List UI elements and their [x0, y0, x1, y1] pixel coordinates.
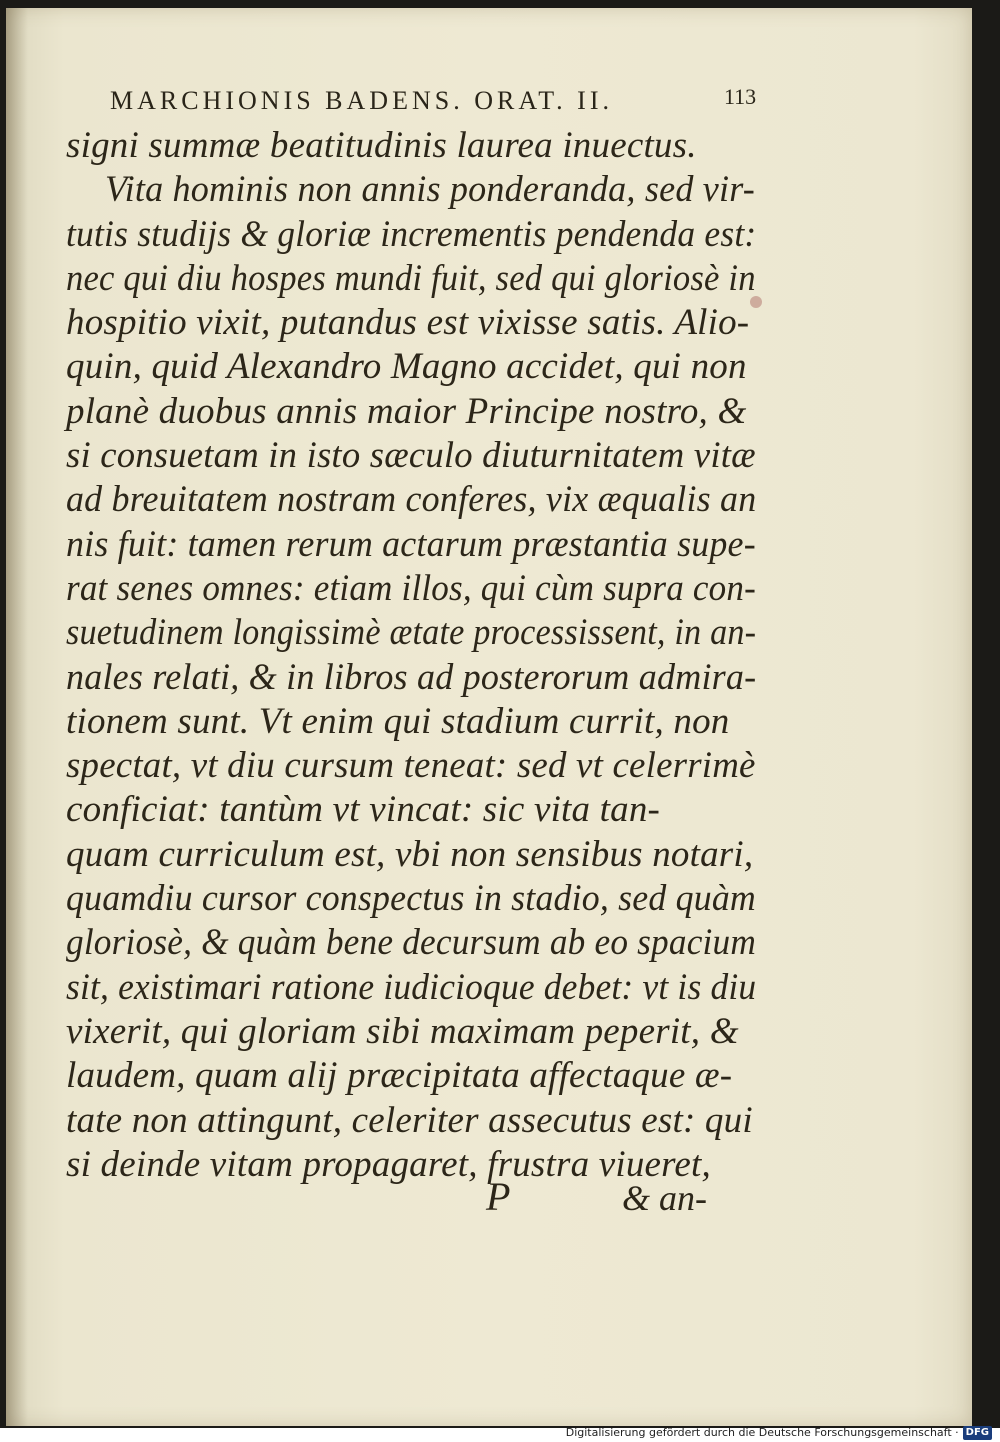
text-line: signi summæ beatitudinis laurea inuectus. — [66, 125, 697, 166]
text-line: nales relati, & in libros ad posterorum admira- — [66, 656, 757, 698]
text-line: spectat, vt diu cursum teneat: sed vt celerrimè — [66, 745, 756, 787]
text-line: tionem sunt. Vt enim qui stadium currit, non — [66, 700, 730, 742]
running-head — [110, 84, 757, 120]
page-number: 113 — [724, 84, 757, 109]
page-foot — [66, 1173, 756, 1221]
text-line: si consuetam in isto sæculo diuturnitatem vitæ — [66, 435, 756, 477]
text-line: sit, existimari ratione iudicioque debet: vt is diu — [66, 966, 757, 1008]
text-line: quam curriculum est, vbi non sensibus notari, — [66, 833, 754, 875]
book-page — [6, 8, 972, 1426]
text-line: tate non attingunt, celeriter assecutus est: qui — [66, 1099, 753, 1141]
funding-credit — [566, 1424, 992, 1442]
text-line: nec qui diu hospes mundi fuit, sed qui gloriosè in — [66, 257, 756, 299]
text-line: laudem, quam alij præcipitata affectaque æ- — [66, 1055, 733, 1097]
text-line: planè duobus annis maior Principe nostro, & — [66, 390, 747, 432]
signature-mark: P — [486, 1174, 511, 1219]
text-line: hospitio vixit, putandus est vixisse satis. Alio- — [66, 302, 750, 344]
funding-credit-text: Digitalisierung gefördert durch die Deutsche Forschungsgemeinschaft · — [565, 1426, 959, 1439]
text-line: tutis studijs & gloriæ incrementis pendenda est: — [66, 213, 757, 255]
body-text — [66, 124, 756, 1187]
text-line: nis fuit: tamen rerum actarum præstantia supe- — [66, 523, 756, 565]
text-line: quin, quid Alexandro Magno accidet, qui non — [66, 346, 747, 388]
text-line: si deinde vitam propagaret, frustra viueret, — [66, 1143, 711, 1185]
text-line: vixerit, qui gloriam sibi maximam peperit, & — [66, 1010, 739, 1052]
text-line: quamdiu cursor conspectus in stadio, sed quàm — [66, 878, 756, 920]
text-line: Vita hominis non annis ponderanda, sed vir- — [105, 169, 756, 211]
text-line: rat senes omnes: etiam illos, qui cùm supra con- — [66, 567, 756, 609]
catchword: & an- — [622, 1178, 707, 1218]
dfg-logo-icon: DFG — [963, 1426, 992, 1440]
text-line: conficiat: tantùm vt vincat: sic vita tan- — [66, 789, 661, 831]
text-line: ad breuitatem nostram conferes, vix æqualis an — [66, 479, 757, 521]
text-line: gloriosè, & quàm bene decursum ab eo spacium — [66, 922, 757, 964]
running-head-title: MARCHIONIS BADENS. ORAT. II. — [110, 86, 613, 115]
text-line: suetudinem longissimè ætate processissent, in an- — [66, 612, 757, 654]
gutter-shadow — [6, 8, 28, 1426]
